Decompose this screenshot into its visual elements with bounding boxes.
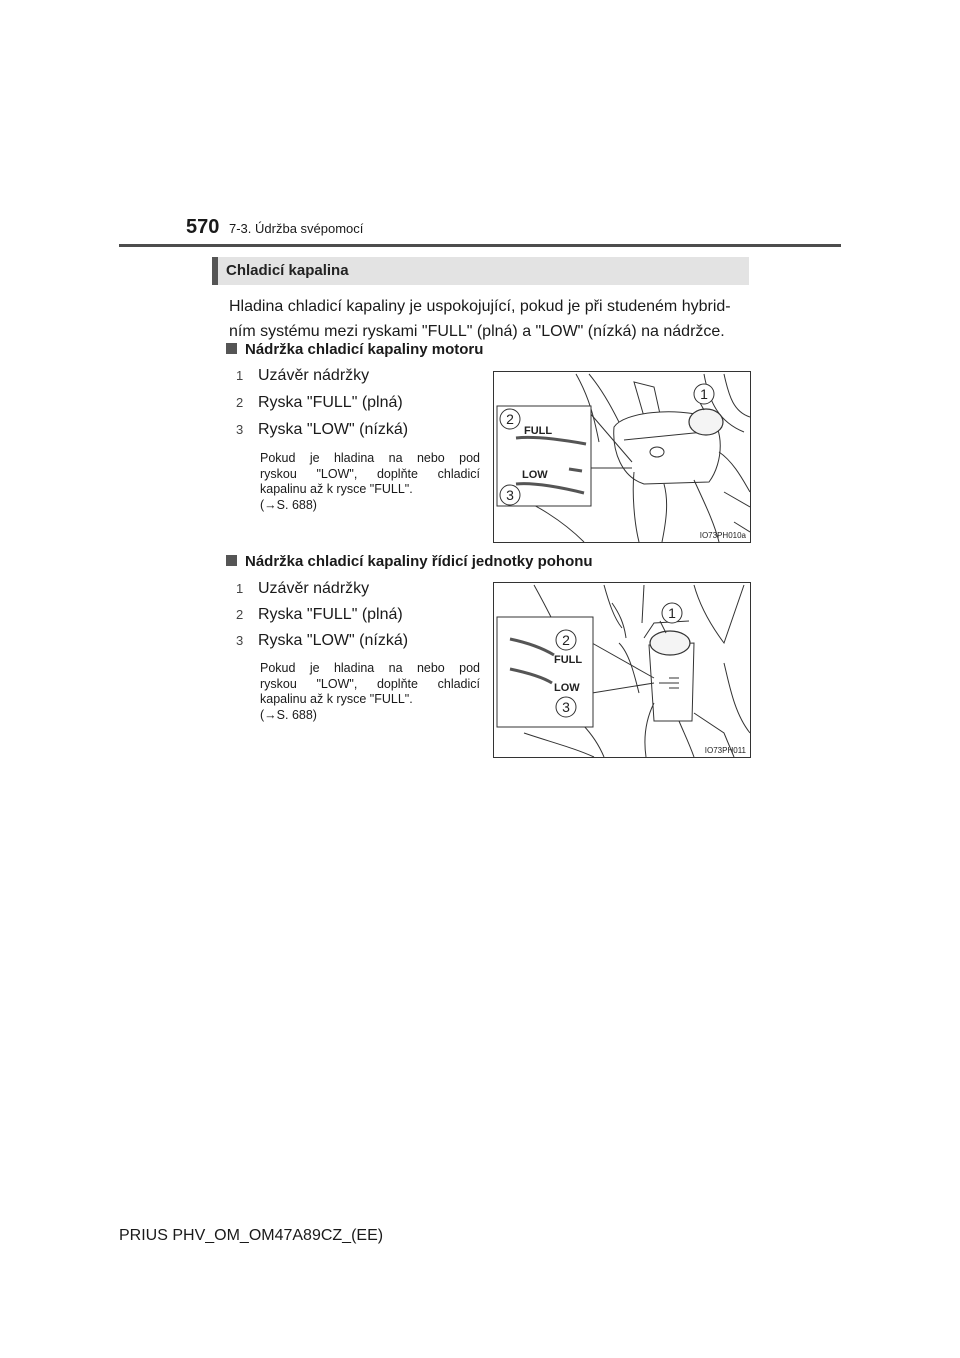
callout-3: 3 bbox=[506, 487, 514, 503]
callout-3: 3 bbox=[562, 699, 570, 715]
low-mark-label: LOW bbox=[554, 682, 580, 694]
item-number: 3 bbox=[236, 422, 244, 437]
figure-code: IO73PH011 bbox=[704, 746, 746, 755]
callout-2: 2 bbox=[562, 632, 570, 648]
legend-item bbox=[236, 367, 369, 385]
note-line: Pokud je hladina na nebo pod bbox=[260, 661, 480, 675]
heading-bar bbox=[212, 257, 218, 285]
item-label: Ryska "FULL" (plná) bbox=[258, 606, 403, 623]
callout-1: 1 bbox=[668, 605, 676, 621]
item-number: 3 bbox=[236, 633, 244, 648]
callout-2: 2 bbox=[506, 411, 514, 427]
subsection-heading bbox=[226, 341, 483, 358]
header-rule bbox=[119, 244, 841, 247]
engine-reservoir-illustration bbox=[494, 372, 750, 542]
item-label: Uzávěr nádržky bbox=[258, 367, 370, 384]
item-number: 2 bbox=[236, 395, 244, 410]
intro-paragraph bbox=[229, 294, 751, 344]
note-line: kapalinu až k rysce "FULL". bbox=[260, 482, 413, 496]
note-paragraph bbox=[260, 661, 480, 723]
engine-coolant-reservoir-figure bbox=[493, 371, 751, 543]
square-bullet-icon bbox=[226, 555, 237, 566]
item-label: Ryska "LOW" (nízká) bbox=[258, 421, 409, 438]
figure-code: IO73PH010a bbox=[699, 531, 746, 540]
level-marks-inset bbox=[497, 617, 593, 727]
note-line: Pokud je hladina na nebo pod bbox=[260, 451, 480, 465]
box-heading bbox=[212, 257, 749, 285]
item-label: Ryska "LOW" (nízká) bbox=[258, 632, 409, 649]
drive-unit-reservoir-illustration bbox=[494, 583, 750, 757]
legend-item bbox=[236, 606, 403, 624]
page-number: 570 bbox=[186, 216, 220, 238]
intro-line: Hladina chladicí kapaliny je uspokojující, pokud je při studeném hybrid- bbox=[229, 298, 731, 315]
note-line: (→S. 688) bbox=[260, 497, 317, 512]
item-number: 2 bbox=[236, 607, 244, 622]
legend-item bbox=[236, 632, 408, 650]
item-label: Uzávěr nádržky bbox=[258, 580, 370, 597]
full-mark-label: FULL bbox=[524, 425, 553, 437]
legend-item bbox=[236, 394, 403, 412]
note-line: ryskou "LOW", doplňte chladicí bbox=[260, 676, 480, 691]
note-line: (→S. 688) bbox=[260, 707, 317, 722]
item-number: 1 bbox=[236, 581, 244, 596]
callout-1: 1 bbox=[700, 386, 708, 402]
item-label: Ryska "FULL" (plná) bbox=[258, 394, 403, 411]
drive-unit-coolant-reservoir-figure bbox=[493, 582, 751, 758]
low-mark-label: LOW bbox=[522, 469, 548, 481]
square-bullet-icon bbox=[226, 343, 237, 354]
full-mark-label: FULL bbox=[554, 654, 583, 666]
legend-item bbox=[236, 580, 369, 598]
subsection-heading-text: Nádržka chladicí kapaliny motoru bbox=[245, 341, 484, 358]
intro-line: ním systému mezi ryskami "FULL" (plná) a "LOW" (nízká) na nádržce. bbox=[229, 323, 725, 340]
subsection-heading bbox=[226, 553, 593, 570]
reservoir-cap-icon bbox=[689, 409, 723, 435]
note-paragraph bbox=[260, 451, 480, 513]
section-title: 7-3. Údržba svépomocí bbox=[229, 221, 364, 236]
box-heading-title: Chladicí kapalina bbox=[226, 262, 349, 279]
document-footer: PRIUS PHV_OM_OM47A89CZ_(EE) bbox=[119, 1227, 384, 1244]
note-line: ryskou "LOW", doplňte chladicí bbox=[260, 466, 480, 481]
subsection-heading-text: Nádržka chladicí kapaliny řídicí jednotky pohonu bbox=[245, 553, 593, 570]
note-line: kapalinu až k rysce "FULL". bbox=[260, 692, 413, 706]
item-number: 1 bbox=[236, 368, 244, 383]
legend-item bbox=[236, 421, 408, 439]
reservoir-cap-icon bbox=[650, 631, 690, 655]
